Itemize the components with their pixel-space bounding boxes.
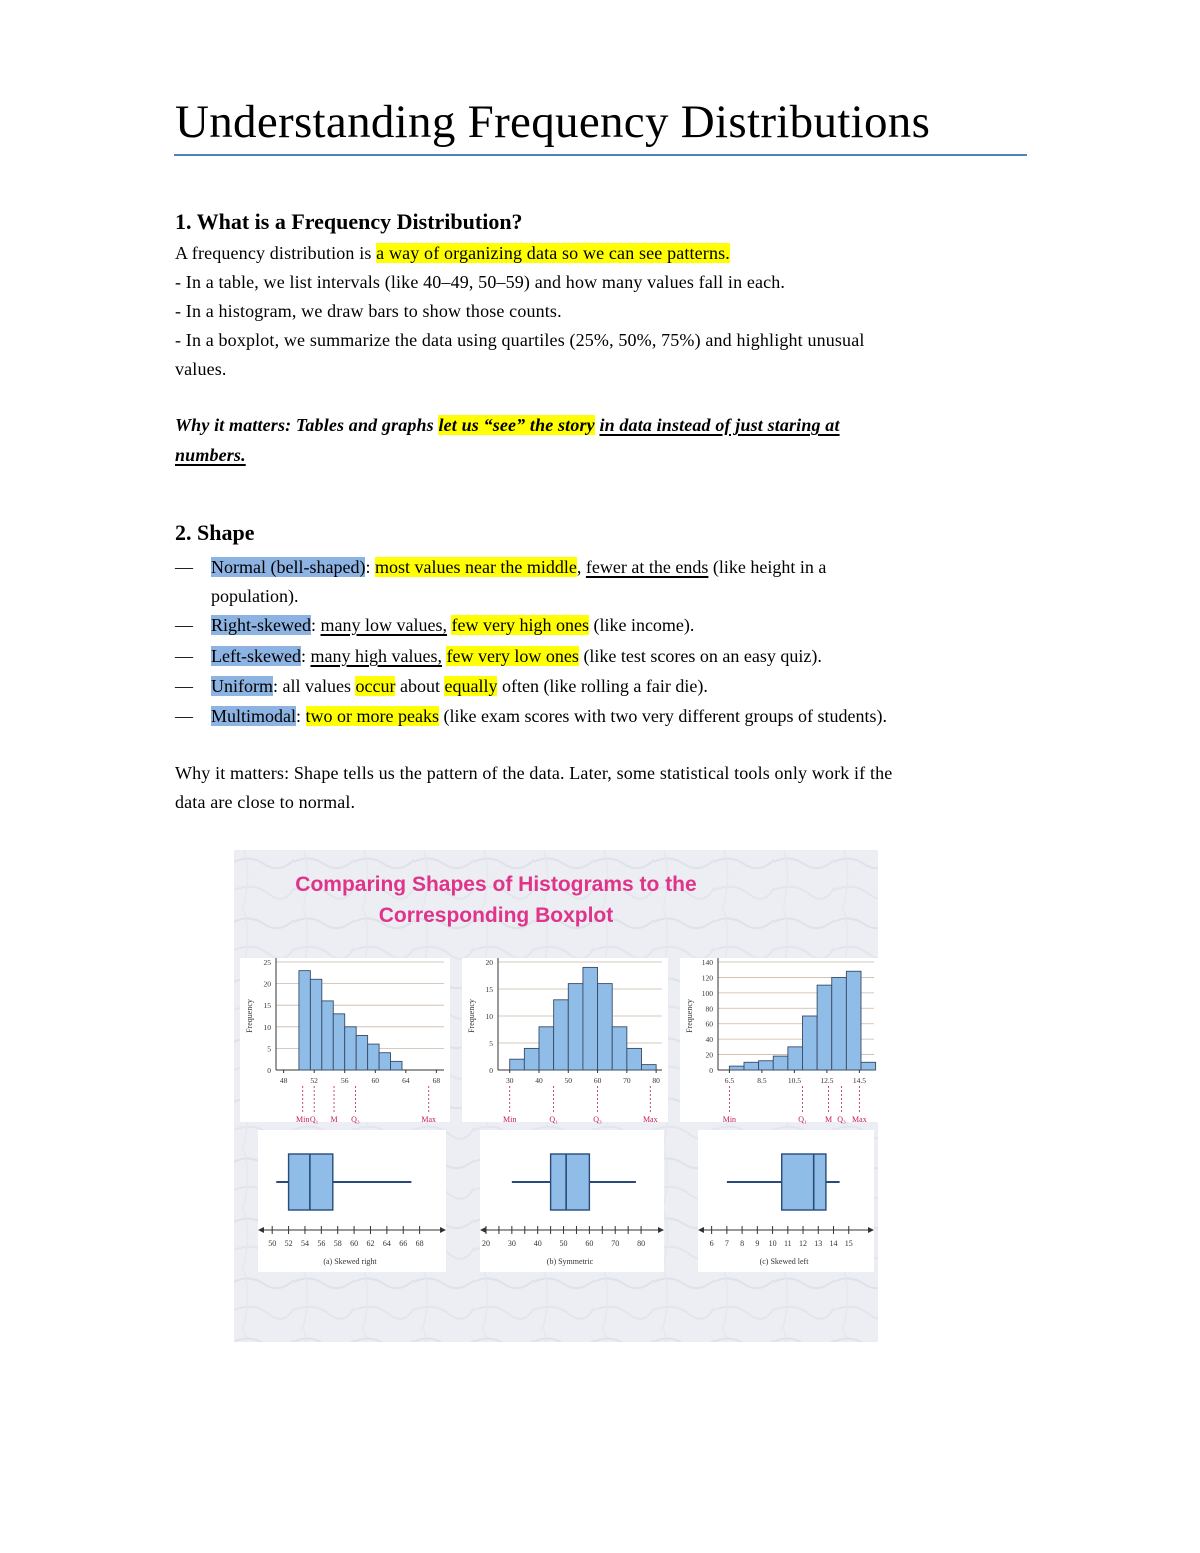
histogram-bar bbox=[773, 1056, 788, 1070]
boxplot-panel-bg bbox=[258, 1130, 446, 1272]
number-line-label: 14 bbox=[829, 1239, 838, 1248]
why-text: Why it matters: Tables and graphs bbox=[175, 415, 439, 435]
shape-highlight: few very low ones bbox=[446, 646, 579, 666]
section-2-why-it-matters: Why it matters: Shape tells us the pattern of the data. Later, some statistical tools only work if the bbox=[175, 763, 893, 783]
x-tick-label: 60 bbox=[593, 1076, 602, 1085]
x-tick-label: 14.5 bbox=[852, 1076, 866, 1085]
y-tick-label: 15 bbox=[263, 1001, 271, 1011]
x-tick-label: 12.5 bbox=[820, 1076, 834, 1085]
document-title: Understanding Frequency Distributions bbox=[175, 96, 931, 148]
why-highlight: let us “see” the story bbox=[438, 415, 595, 435]
histogram-bar bbox=[391, 1061, 402, 1070]
y-tick-label: 0 bbox=[267, 1066, 271, 1075]
y-tick-label: 10 bbox=[263, 1022, 271, 1032]
histogram-bar bbox=[379, 1053, 390, 1070]
number-line-label: 30 bbox=[507, 1239, 516, 1248]
chart-panel-1 bbox=[240, 958, 450, 1272]
histogram-bar bbox=[524, 1048, 539, 1070]
x-tick-label: 6.5 bbox=[724, 1076, 735, 1085]
histogram-bar bbox=[832, 977, 847, 1070]
histogram-bar bbox=[788, 1047, 803, 1070]
quartile-marker-label: Q₁ bbox=[549, 1115, 558, 1124]
number-line-label: 40 bbox=[533, 1239, 542, 1248]
y-tick-label: 60 bbox=[705, 1019, 713, 1029]
y-tick-label: 5 bbox=[489, 1039, 493, 1048]
y-tick-label: 80 bbox=[705, 1004, 713, 1014]
number-line-label: 10 bbox=[768, 1239, 777, 1248]
quartile-marker-label: Q₁ bbox=[798, 1115, 807, 1124]
histogram-boxplot-figure bbox=[234, 850, 878, 1342]
y-tick-label: 20 bbox=[705, 1050, 713, 1060]
term-highlight: Uniform bbox=[211, 676, 273, 696]
shape-uniform-item bbox=[175, 672, 708, 701]
y-tick-label: 0 bbox=[489, 1066, 493, 1075]
shape-text: (like income). bbox=[588, 615, 695, 635]
number-line-label: 70 bbox=[611, 1239, 620, 1248]
x-tick-label: 68 bbox=[432, 1076, 441, 1085]
histogram-bar bbox=[627, 1048, 642, 1070]
shape-text: (like test scores on an easy quiz). bbox=[578, 646, 822, 666]
section-1-point-table: - In a table, we list intervals (like 40–49, 50–59) and how many values fall in each. bbox=[175, 272, 786, 292]
histogram-bar bbox=[729, 1066, 744, 1070]
y-tick-label: 0 bbox=[709, 1066, 713, 1075]
dash-bullet: — bbox=[175, 615, 193, 635]
shape-right-skewed-item bbox=[175, 611, 694, 640]
section-1-why-it-matters bbox=[175, 411, 840, 440]
number-line-label: 12 bbox=[799, 1239, 808, 1248]
number-line-label: 9 bbox=[755, 1239, 760, 1248]
y-tick-label: 20 bbox=[263, 979, 271, 989]
section-1-point-boxplot-cont: values. bbox=[175, 359, 227, 379]
number-line-label: 50 bbox=[559, 1239, 568, 1248]
number-line-label: 50 bbox=[268, 1239, 277, 1248]
x-tick-label: 50 bbox=[564, 1076, 573, 1085]
x-tick-label: 40 bbox=[535, 1076, 543, 1085]
shape-left-skewed-item bbox=[175, 642, 822, 671]
colon: : bbox=[296, 706, 302, 726]
panel-caption: (a) Skewed right bbox=[323, 1257, 377, 1266]
x-tick-label: 70 bbox=[623, 1076, 631, 1085]
section-1-heading: 1. What is a Frequency Distribution? bbox=[175, 209, 523, 234]
histogram-bar bbox=[568, 984, 583, 1070]
histogram-bar bbox=[356, 1035, 367, 1070]
shape-highlight: two or more peaks bbox=[305, 706, 439, 726]
y-tick-label: 40 bbox=[705, 1035, 713, 1045]
number-line-label: 66 bbox=[399, 1239, 408, 1248]
shape-normal-cont: population). bbox=[211, 586, 299, 606]
number-line-label: 7 bbox=[724, 1239, 729, 1248]
quartile-marker-label: Max bbox=[852, 1115, 867, 1124]
quartile-marker-label: Q₃ bbox=[593, 1115, 602, 1124]
quartile-marker-label: Q₁ bbox=[309, 1115, 319, 1124]
number-line-label: 60 bbox=[350, 1239, 359, 1248]
shape-normal-item bbox=[175, 553, 826, 582]
shape-text: about bbox=[395, 676, 445, 696]
x-tick-label: 8.5 bbox=[757, 1076, 767, 1085]
chart-panel-3 bbox=[680, 958, 878, 1272]
term-highlight: Multimodal bbox=[211, 706, 296, 726]
dash-bullet: — bbox=[175, 676, 193, 696]
y-tick-label: 10 bbox=[485, 1012, 493, 1021]
figure-title-line-1: Comparing Shapes of Histograms to the bbox=[295, 873, 697, 896]
quartile-marker-label: Q₃ bbox=[351, 1115, 360, 1124]
number-line-label: 15 bbox=[844, 1239, 853, 1248]
quartile-marker-label: Q₃ bbox=[837, 1115, 846, 1124]
quartile-marker-label: Min bbox=[722, 1115, 737, 1124]
quartile-marker-label: Max bbox=[421, 1115, 437, 1124]
histogram-bar bbox=[803, 1016, 818, 1070]
number-line-label: 60 bbox=[585, 1239, 594, 1248]
x-tick-label: 64 bbox=[402, 1076, 410, 1085]
why-underline: in data instead of just staring at bbox=[599, 415, 840, 435]
number-line-label: 62 bbox=[366, 1239, 375, 1248]
shape-text: : all values bbox=[273, 676, 356, 696]
histogram-bar bbox=[744, 1062, 759, 1070]
y-tick-label: 15 bbox=[485, 985, 493, 994]
number-line-label: 13 bbox=[814, 1239, 823, 1248]
y-axis-label: Frequency bbox=[245, 999, 254, 1033]
y-tick-label: 5 bbox=[267, 1044, 271, 1054]
number-line-label: 80 bbox=[637, 1239, 646, 1248]
histogram-bar bbox=[598, 984, 613, 1070]
section-1-intro bbox=[175, 239, 730, 268]
section-1-point-histogram: - In a histogram, we draw bars to show those counts. bbox=[175, 301, 562, 321]
histogram-bar bbox=[554, 1000, 569, 1070]
histogram-bar bbox=[539, 1027, 554, 1070]
y-tick-label: 120 bbox=[701, 973, 713, 983]
x-tick-label: 48 bbox=[279, 1076, 288, 1085]
x-tick-label: 60 bbox=[371, 1076, 380, 1085]
boxplot-box bbox=[551, 1154, 590, 1210]
boxplot-box bbox=[782, 1154, 826, 1210]
dash-bullet: — bbox=[175, 557, 193, 577]
x-tick-label: 10.5 bbox=[787, 1076, 801, 1085]
shape-highlight: few very high ones bbox=[451, 615, 589, 635]
histogram-bar bbox=[333, 1014, 344, 1070]
x-tick-label: 30 bbox=[505, 1076, 514, 1085]
shape-multimodal-item bbox=[175, 702, 887, 731]
term-highlight: Left-skewed bbox=[211, 646, 301, 666]
shape-underline: many high values, bbox=[310, 646, 442, 666]
term-highlight: Normal (bell-shaped) bbox=[211, 557, 366, 577]
quartile-marker-label: M bbox=[330, 1115, 338, 1124]
x-tick-label: 52 bbox=[310, 1076, 318, 1085]
quartile-marker-label: Min bbox=[296, 1115, 310, 1124]
histogram-bar bbox=[642, 1065, 657, 1070]
number-line-label: 6 bbox=[709, 1239, 714, 1248]
quartile-marker-label: Max bbox=[642, 1115, 658, 1124]
histogram-bar bbox=[759, 1061, 774, 1070]
boxplot-box bbox=[289, 1154, 333, 1210]
number-line-label: 54 bbox=[300, 1239, 309, 1248]
why-underline-cont: numbers. bbox=[175, 445, 246, 465]
histogram-bar bbox=[583, 967, 598, 1070]
quartile-marker-label: Min bbox=[503, 1115, 517, 1124]
histogram-bar bbox=[817, 985, 832, 1070]
histogram-bar bbox=[510, 1059, 525, 1070]
histogram-bar bbox=[368, 1044, 379, 1070]
y-axis-label: Frequency bbox=[467, 999, 476, 1033]
dash-bullet: — bbox=[175, 646, 193, 666]
colon: : bbox=[365, 557, 371, 577]
section-1-why-cont bbox=[175, 441, 246, 470]
figure-title-line-2: Corresponding Boxplot bbox=[378, 904, 614, 927]
number-line-label: 8 bbox=[740, 1239, 745, 1248]
shape-highlight: most values near the middle bbox=[374, 557, 577, 577]
panel-caption: (b) Symmetric bbox=[546, 1257, 594, 1266]
dash-bullet: — bbox=[175, 706, 193, 726]
shape-text: (like exam scores with two very different groups of students). bbox=[438, 706, 888, 726]
number-line-label: 11 bbox=[783, 1239, 792, 1248]
chart-panels bbox=[240, 958, 878, 1272]
histogram-bar bbox=[846, 971, 861, 1070]
intro-highlight: a way of organizing data so we can see patterns. bbox=[376, 243, 730, 263]
intro-text: A frequency distribution is bbox=[175, 243, 377, 263]
figure-svg bbox=[234, 850, 878, 1342]
histogram-bar bbox=[861, 1062, 876, 1070]
shape-text: often (like rolling a fair die). bbox=[497, 676, 708, 696]
number-line-label: 58 bbox=[333, 1239, 342, 1248]
shape-highlight: occur bbox=[355, 676, 396, 696]
x-tick-label: 80 bbox=[652, 1076, 660, 1085]
number-line-label: 52 bbox=[284, 1239, 293, 1248]
shape-text: (like height in a bbox=[708, 557, 827, 577]
section-2-heading: 2. Shape bbox=[175, 520, 255, 545]
shape-underline: fewer at the ends bbox=[585, 557, 709, 577]
title-underline-rule bbox=[174, 154, 1027, 156]
comma: , bbox=[576, 557, 582, 577]
colon: : bbox=[300, 646, 306, 666]
y-tick-label: 20 bbox=[485, 958, 493, 967]
section-1-point-boxplot: - In a boxplot, we summarize the data using quartiles (25%, 50%, 75%) and highlight unusual bbox=[175, 330, 865, 350]
number-line-label: 64 bbox=[382, 1239, 391, 1248]
histogram-bar bbox=[612, 1027, 627, 1070]
quartile-marker-label: M bbox=[824, 1115, 833, 1124]
term-highlight: Right-skewed bbox=[211, 615, 311, 635]
x-tick-label: 56 bbox=[340, 1076, 349, 1085]
y-tick-label: 140 bbox=[701, 958, 713, 967]
chart-panel-2 bbox=[462, 958, 668, 1272]
shape-highlight: equally bbox=[444, 676, 498, 696]
histogram-bar bbox=[310, 979, 321, 1070]
number-line-label: 20 bbox=[482, 1239, 490, 1248]
panel-caption: (c) Skewed left bbox=[759, 1257, 809, 1266]
histogram-bar bbox=[299, 971, 310, 1070]
histogram-bar bbox=[322, 1001, 333, 1070]
number-line-label: 68 bbox=[415, 1239, 424, 1248]
colon: : bbox=[310, 615, 316, 635]
section-2-why-cont: data are close to normal. bbox=[175, 792, 356, 812]
shape-underline: many low values, bbox=[320, 615, 447, 635]
y-axis-label: Frequency bbox=[685, 999, 694, 1033]
y-tick-label: 25 bbox=[263, 958, 271, 967]
y-tick-label: 100 bbox=[701, 988, 713, 998]
histogram-bar bbox=[345, 1027, 356, 1070]
number-line-label: 56 bbox=[317, 1239, 326, 1248]
